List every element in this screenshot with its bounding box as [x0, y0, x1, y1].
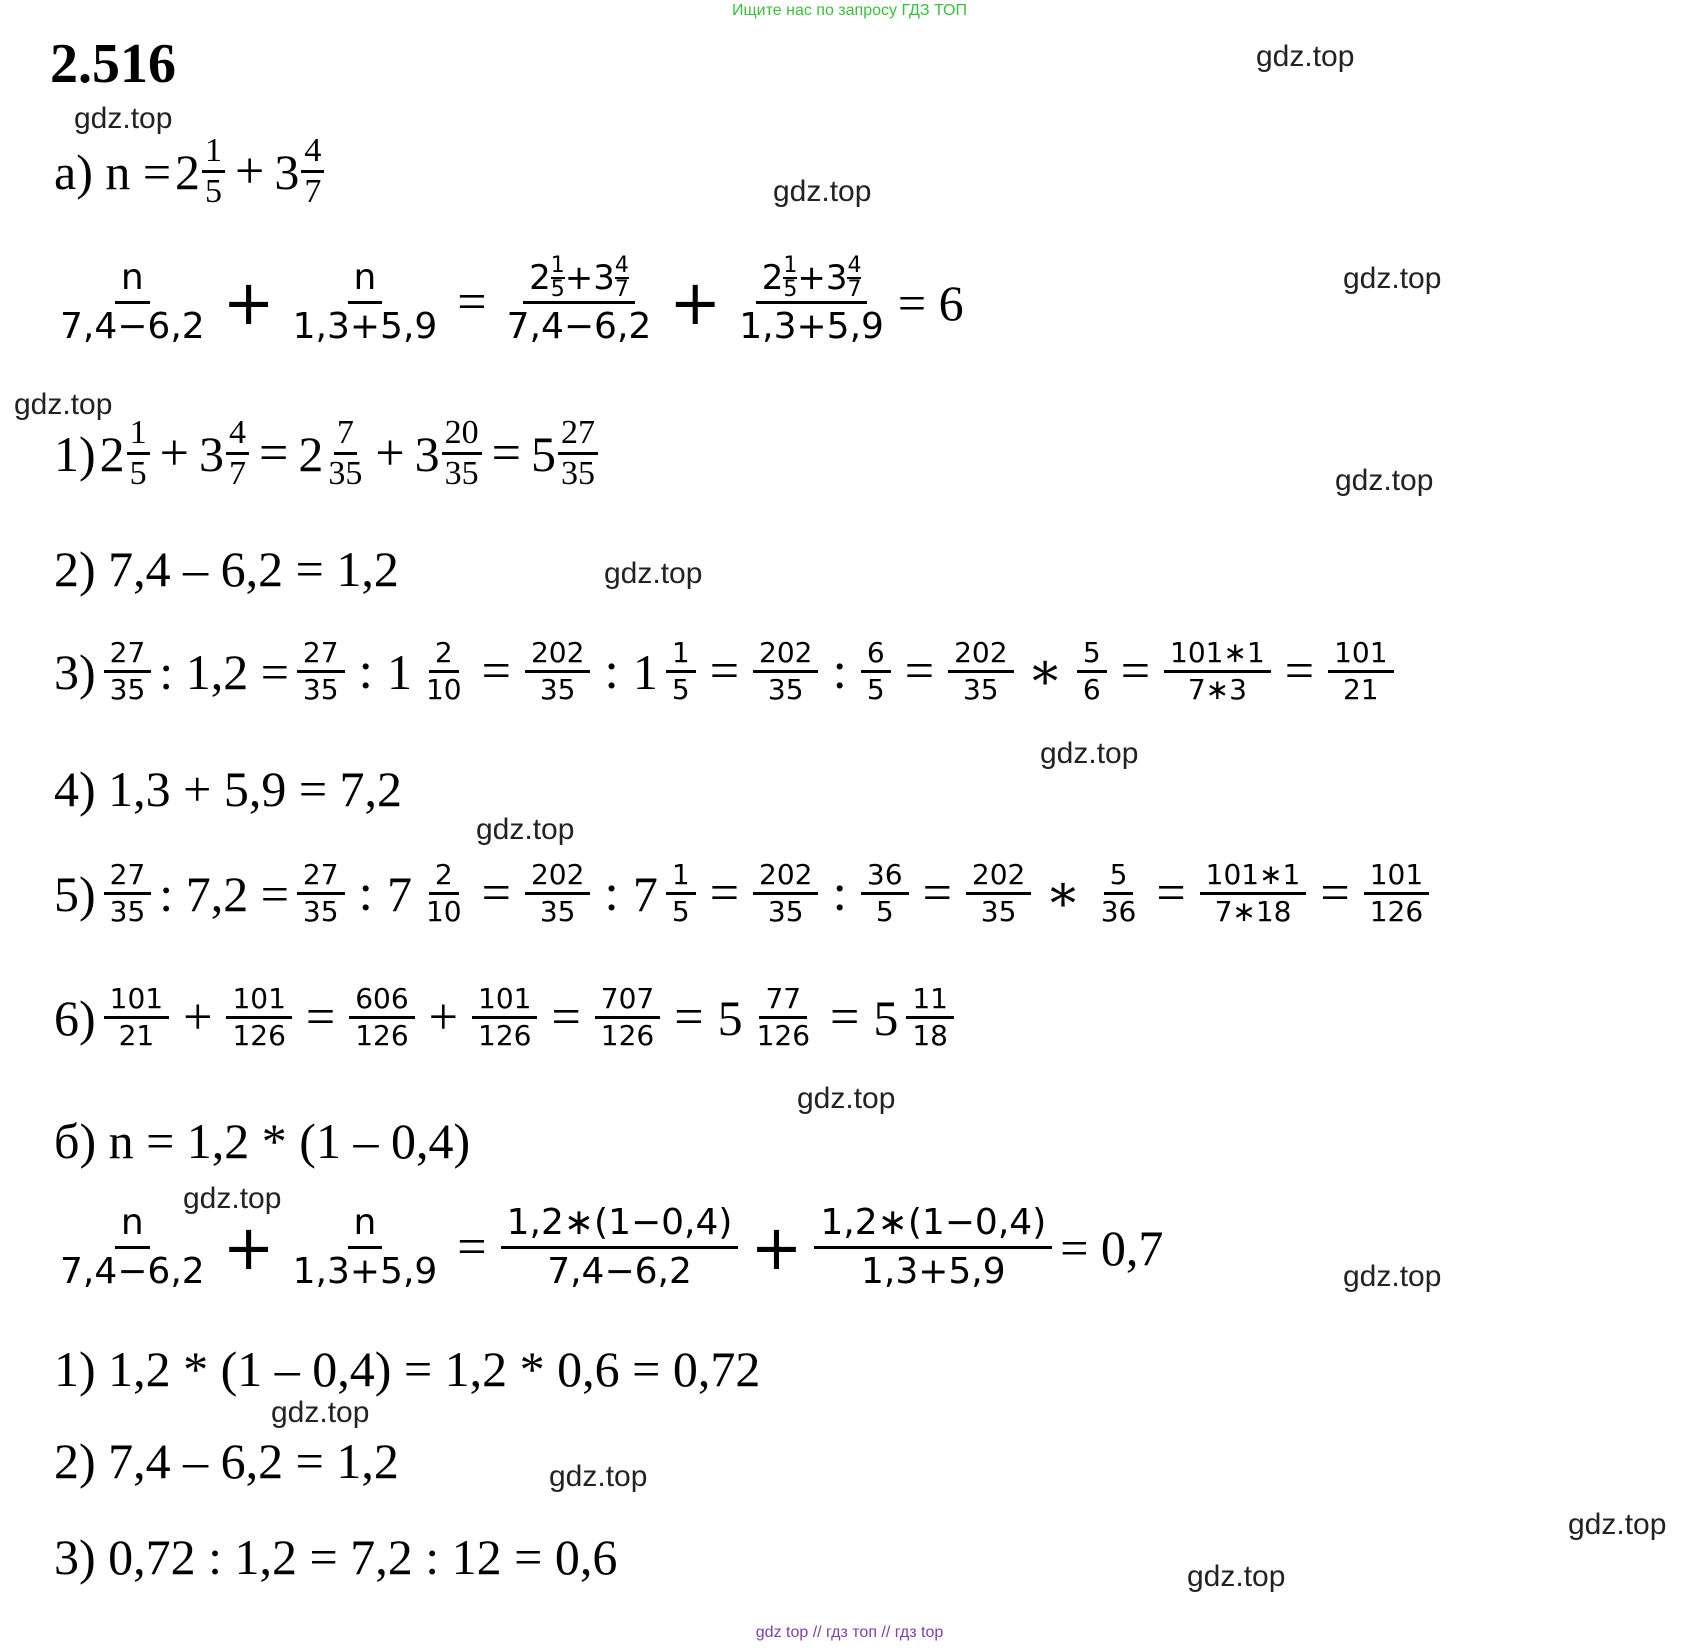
fraction: $\frac{1,2∗(1-0,4)}{7,4-6,2}$ — [501, 1200, 739, 1295]
watermark: gdz.top — [773, 175, 872, 208]
part-b-step-3: 3) 0,72 : 1,2 = 7,2 : 12 = 0,6 — [54, 1529, 618, 1585]
fraction: $\frac{1,2∗(1-0,4)}{1,3+5,9}$ — [814, 1200, 1052, 1295]
site-note: Ищите нас по запросу ГДЗ ТОП — [732, 2, 967, 19]
part-b-definition: б) n = 1,2 * (1 – 0,4) — [54, 1113, 471, 1169]
mixed-number: 3 $\frac{4}{7}$ — [274, 132, 324, 211]
part-a-definition: а) n = 2 $\frac{1}{5}$ + 3 $\frac{4}{7}$ — [50, 132, 324, 211]
part-a-expression: $\frac{n}{7,4-6,2}$ + $\frac{n}{1,3+5,9}$ = 2 1 5 + 3 4 7 7,4−6,2 + 2 1 5 + 3 4 7 1,3+5,9 = 6 — [50, 255, 968, 350]
fraction: 2 1 5 + 3 4 7 1,3+5,9 — [739, 253, 884, 347]
fraction: $\frac{n}{7,4-6,2}$ — [60, 1202, 205, 1292]
part-a-step-5: 5) $\frac{27}{35}$ : 7,2 = $\frac{27}{35}$ : 7 $\frac{2}{10}$ = $\frac{202}{35}$ : 7 $\frac{1}{5}$ = $\frac{202}{35}$ : $\frac{36}{5}$ = $\frac{202}{35}$ ∗ $\frac{5}{36}$ = $\frac{101∗1}{7∗18}$ = $\frac{101}{126}$ — [50, 858, 1433, 929]
watermark: gdz.top — [1343, 262, 1442, 295]
watermark: gdz.top — [1343, 1260, 1442, 1293]
watermark: gdz.top — [1187, 1560, 1286, 1593]
watermark: gdz.top — [1335, 464, 1434, 497]
part-a-step-1: 1) 2 $\frac{1}{5}$ + 3 $\frac{4}{7}$ = 2 $\frac{7}{35}$ + 3 $\frac{20}{35}$ = 5 $\frac{27}{35}$ — [50, 414, 598, 493]
watermark: gdz.top — [271, 1396, 370, 1429]
fraction: $\frac{n}{1,3+5,9}$ — [292, 1202, 438, 1292]
watermark: gdz.top — [797, 1082, 896, 1115]
part-a-step-6: 6) $\frac{101}{21}$ + $\frac{101}{126}$ = $\frac{606}{126}$ + $\frac{101}{126}$ = $\frac{707}{126}$ = 5 $\frac{77}{126}$ = 5 $\frac{11}{18}$ — [50, 982, 958, 1053]
part-a-step-2: 2) 7,4 – 6,2 = 1,2 — [54, 541, 399, 597]
part-b-expression: $\frac{n}{7,4-6,2}$ + $\frac{n}{1,3+5,9}$ = $\frac{1,2∗(1-0,4)}{7,4-6,2}$ + $\frac{1,2∗(1-0,4)}{1,3+5,9}$ = 0,7 — [50, 1200, 1167, 1295]
watermark: gdz.top — [74, 102, 173, 135]
part-b-step-2: 2) 7,4 – 6,2 = 1,2 — [54, 1433, 399, 1489]
watermark: gdz.top — [183, 1182, 282, 1215]
watermark: gdz.top — [1568, 1508, 1667, 1541]
watermark: gdz.top — [1040, 737, 1139, 770]
fraction: $\frac{n}{7,4-6,2}$ — [60, 257, 205, 347]
fraction: 2 1 5 + 3 4 7 7,4−6,2 — [506, 253, 652, 347]
part-a-step-4: 4) 1,3 + 5,9 = 7,2 — [54, 761, 403, 817]
part-a-step-3: 3) $\frac{27}{35}$ : 1,2 = $\frac{27}{35}$ : 1 $\frac{2}{10}$ = $\frac{202}{35}$ : 1 $\frac{1}{5}$ = $\frac{202}{35}$ : $\frac{6}{5}$ = $\frac{202}{35}$ ∗ $\frac{5}{6}$ = $\frac{101∗1}{7∗3}$ = $\frac{101}{21}$ — [50, 636, 1398, 707]
problem-number: 2.516 — [50, 33, 176, 95]
watermark: gdz.top — [549, 1460, 648, 1493]
footer-links: gdz top // гдз топ // гдз top — [755, 1624, 944, 1641]
fraction: $\frac{n}{1,3+5,9}$ — [292, 257, 438, 347]
part-b-step-1: 1) 1,2 * (1 – 0,4) = 1,2 * 0,6 = 0,72 — [54, 1341, 761, 1397]
watermark: gdz.top — [604, 557, 703, 590]
watermark: gdz.top — [476, 813, 575, 846]
watermark: gdz.top — [1256, 40, 1355, 73]
mixed-number: 2 $\frac{1}{5}$ — [175, 132, 225, 211]
watermark: gdz.top — [14, 388, 113, 421]
